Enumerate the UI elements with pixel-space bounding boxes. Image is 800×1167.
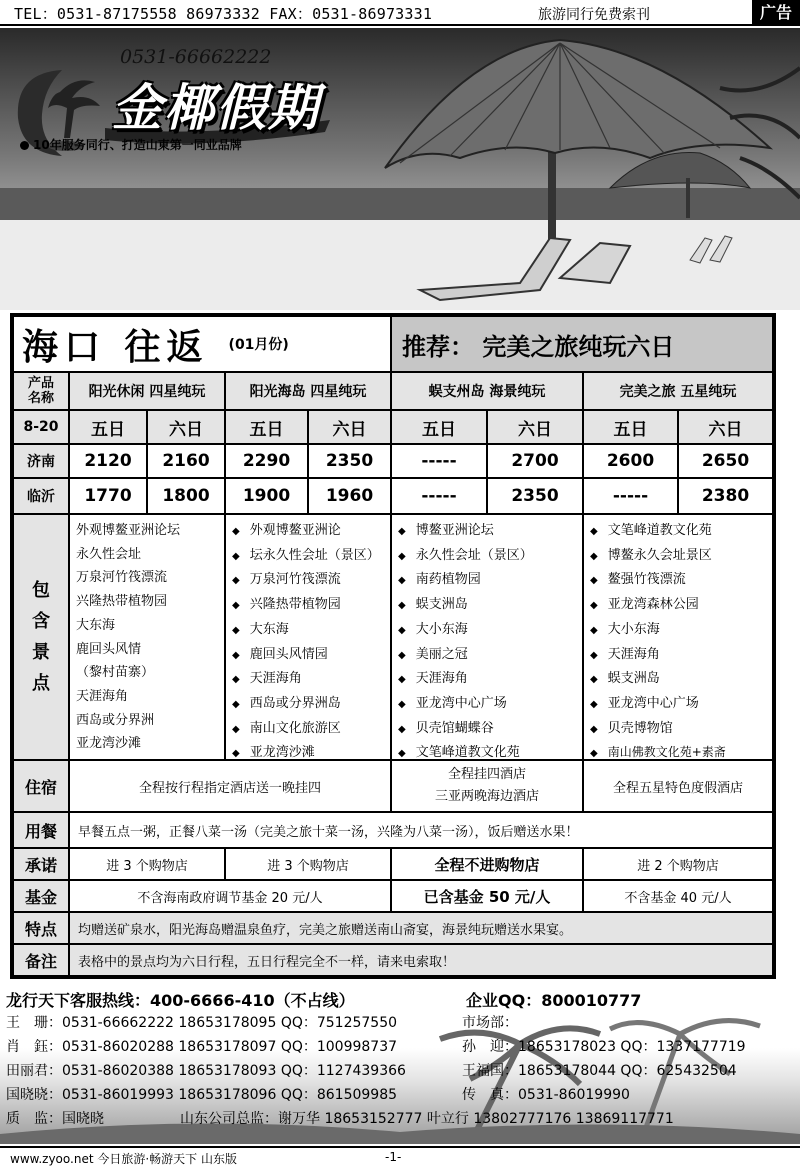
promise-value: 进 2 个购物店 [583,848,773,880]
staff-name: 王福国： [462,1063,518,1079]
price-cell: ----- [391,444,487,478]
spot-item: ◆ 大小东海 [398,618,576,643]
spot-item: ◆ 亚龙湾森林公园 [590,593,766,618]
days-header: 五日 [583,410,678,444]
fund-label: 基金 [13,880,69,912]
promise-label: 承诺 [13,848,69,880]
route-month: (01月份) [228,337,289,353]
contact-section [0,984,800,1144]
days-header: 五日 [69,410,147,444]
price-cell: 2350 [487,478,583,514]
spot-item: 兴隆热带植物园 [76,594,168,610]
spot-item: ◆ 文笔峰道教文化苑 [590,519,766,544]
staff-info: 0531-86020388 18653178093 QQ：1127439366 [62,1063,406,1079]
spot-item: ◆ 外观博鳌亚洲论 [232,519,384,544]
staff-name: 王 珊： [6,1015,62,1031]
lodging-value: 全程五星特色度假酒店 [583,760,773,812]
staff-line [462,1012,518,1032]
staff-info: 0531-66662222 18653178095 QQ：751257550 [62,1015,398,1031]
spots-label-char: 景 [32,642,50,663]
spot-item: ◆ 鳌强竹筏漂流 [590,568,766,593]
spot-item: ◆ 南药植物园 [398,568,576,593]
page-footer [0,1146,800,1167]
spot-item: ◆ 天涯海角 [590,643,766,668]
spots-label-char: 点 [32,673,50,694]
spot-item: ◆ 博鳌亚洲论坛 [398,519,576,544]
slogan-text: 10年服务同行、打造山東第一同业品牌 [33,138,242,152]
brand-phone: 0531-66662222 [120,46,272,68]
price-cell: 1800 [147,478,225,514]
days-header: 六日 [308,410,391,444]
bullet-dot-icon [20,141,29,150]
hq-director-line: 山东公司总监：谢万华 18653152777 叶立行 13802777176 13869117771 [180,1111,674,1127]
staff-info: 18653178023 QQ：1337177719 [518,1039,746,1055]
spots-label [13,514,69,760]
spot-item: ◆ 南山文化旅游区 [232,717,384,742]
lodging-line: 三亚两晚海边酒店 [434,789,539,804]
spot-item: 外观博鳌亚洲论坛 [76,523,181,538]
price-cell: 2700 [487,444,583,478]
staff-name: 田丽君： [6,1063,62,1079]
spot-item: 万泉河竹筏漂流 [76,570,168,586]
spot-item: （黎村苗寨） [76,665,155,681]
recommend-cell [391,316,773,372]
note-label: 备注 [13,944,69,976]
staff-info: 0531-86020288 18653178097 QQ：100998737 [62,1039,398,1055]
product-name-1: 阳光休闲 四星纯玩 [69,372,225,410]
spot-item: ◆ 永久性会址（景区） [398,544,576,569]
product-name-3: 蜈支州岛 海景纯玩 [391,372,583,410]
staff-line [6,1036,397,1056]
spot-item: ◆ 文笔峰道教文化苑 [398,741,576,766]
staff-name: 质 监： [6,1111,62,1127]
lodging-value: 全程按行程指定酒店送一晚挂四 [69,760,391,812]
spot-item [232,544,384,569]
spots-list-3 [391,514,583,760]
spot-item: 亚龙湾沙滩 [76,736,142,752]
price-cell: ----- [391,478,487,514]
staff-name: 孙 迎： [462,1039,518,1055]
promise-value: 进 3 个购物店 [225,848,391,880]
brand-name: 金椰假期 [112,79,320,137]
spot-item: ◆ 大东海 [232,618,384,643]
product-name-4: 完美之旅 五星纯玩 [583,372,773,410]
spot-item: ◆ 蜈支洲岛 [398,593,576,618]
meals-label: 用餐 [13,812,69,848]
spot-item: 大东海 [76,617,116,633]
staff-name: 传 真： [462,1087,518,1103]
route-title: 海口 往返 [22,326,209,368]
staff-line [462,1060,737,1080]
staff-line [6,1108,104,1128]
footer-site: www.zyoo.net 今日旅游·畅游天下 山东版 [10,1152,237,1166]
spot-item: ◆ 鹿回头风情园 [232,643,384,668]
spot-item: ◆ 大小东海 [590,618,766,643]
price-cell: 2160 [147,444,225,478]
spot-item: ◆ 博鳌永久会址景区 [590,544,766,569]
price-cell: 1960 [308,478,391,514]
spot-item-cont: 坛永久性会址（景区） [249,547,380,563]
ad-tag: 广告 [752,0,800,26]
feature-label: 特点 [13,912,69,944]
recommend-title: 推荐： 完美之旅纯玩六日 [402,332,675,361]
title-route-cell [13,316,391,372]
top-bar [0,0,800,26]
lodging-label: 住宿 [13,760,69,812]
staff-line [462,1036,746,1056]
spot-item: 天涯海角 [76,688,129,704]
price-table [10,313,776,979]
fund-value: 不含基金 40 元/人 [583,880,773,912]
staff-info: 国晓晓 [62,1111,104,1127]
product-label: 产品名称 [13,372,69,410]
price-cell: 1900 [225,478,308,514]
city-jinan: 济南 [13,444,69,478]
spot-item: ◆ 万泉河竹筏漂流 [232,568,384,593]
staff-info: 0531-86019993 18653178096 QQ：861509985 [62,1087,398,1103]
staff-line [6,1012,397,1032]
promise-value: 全程不进购物店 [391,848,583,880]
free-index-note: 旅游同行免费索刊 [538,7,650,23]
lodging-line: 全程挂四酒店 [447,767,526,782]
spot-item: ◆ 西岛或分界洲岛 [232,692,384,717]
price-cell: 2380 [678,478,773,514]
price-cell: ----- [583,478,678,514]
spot-item: 永久性会址 [76,546,142,562]
tel-fax-line: TEL：0531-87175558 86973332 FAX：0531-86973331 [14,5,433,23]
company-qq: 企业QQ：800010777 [466,991,642,1010]
spots-label-char: 含 [32,611,50,632]
date-label: 8-20 [13,410,69,444]
spot-item: ◆ 贝壳馆蝴蝶谷 [398,717,576,742]
city-linyi: 临沂 [13,478,69,514]
spot-item: ◆ 兴隆热带植物园 [232,593,384,618]
fund-value: 不含海南政府调节基金 20 元/人 [69,880,391,912]
spot-item: 西岛或分界洲 [76,712,155,728]
days-header: 六日 [678,410,773,444]
spot-item: 鹿回头风情 [76,641,142,657]
staff-line [462,1084,630,1104]
spot-item: ◆ 美丽之冠 [398,643,576,668]
days-header: 六日 [487,410,583,444]
spot-item: ◆ 亚龙湾中心广场 [590,692,766,717]
spots-list-2 [225,514,391,760]
product-name-2: 阳光海岛 四星纯玩 [225,372,391,410]
brand-slogan [20,136,242,153]
staff-line [6,1060,406,1080]
spots-list-4 [583,514,773,760]
days-header: 五日 [391,410,487,444]
price-cell: 2600 [583,444,678,478]
staff-name: 国晓晓： [6,1087,62,1103]
feature-value: 均赠送矿泉水，阳光海岛赠温泉鱼疗，完美之旅赠送南山斋宴，海景纯玩赠送水果宴。 [69,912,773,944]
staff-info: 18653178044 QQ：625432504 [518,1063,737,1079]
meals-value: 早餐五点一粥，正餐八菜一汤（完美之旅十菜一汤，兴隆为八菜一汤），饭后赠送水果！ [69,812,773,848]
staff-name: 肖 鈺： [6,1039,62,1055]
staff-info: 0531-86019990 [518,1087,630,1103]
spot-item: ◆ 贝壳博物馆 [590,717,766,742]
staff-line [6,1084,397,1104]
days-header: 六日 [147,410,225,444]
price-cell: 2290 [225,444,308,478]
page-number: -1- [385,1150,402,1164]
staff-name: 市场部： [462,1015,518,1031]
hotline: 龙行天下客服热线：400-6666-410（不占线） [6,991,355,1010]
promise-value: 进 3 个购物店 [69,848,225,880]
spots-list-1 [69,514,225,760]
spot-item: ◆ 蜈支洲岛 [590,667,766,692]
days-header: 五日 [225,410,308,444]
fund-value: 已含基金 50 元/人 [391,880,583,912]
price-cell: 2650 [678,444,773,478]
spot-item: ◆ 天涯海角 [398,667,576,692]
spot-item: ◆ 天涯海角 [232,667,384,692]
note-value: 表格中的景点均为六日行程，五日行程完全不一样，请来电索取！ [69,944,773,976]
price-cell: 2120 [69,444,147,478]
spot-item: ◆ 亚龙湾沙滩 [232,741,384,766]
spot-item: ◆ 南山佛教文化苑+素斋 [590,741,766,766]
lodging-value [391,760,583,812]
price-cell: 2350 [308,444,391,478]
beach-banner [0,28,800,310]
price-cell: 1770 [69,478,147,514]
spots-label-char: 包 [32,580,50,601]
spot-item: ◆ 亚龙湾中心广场 [398,692,576,717]
